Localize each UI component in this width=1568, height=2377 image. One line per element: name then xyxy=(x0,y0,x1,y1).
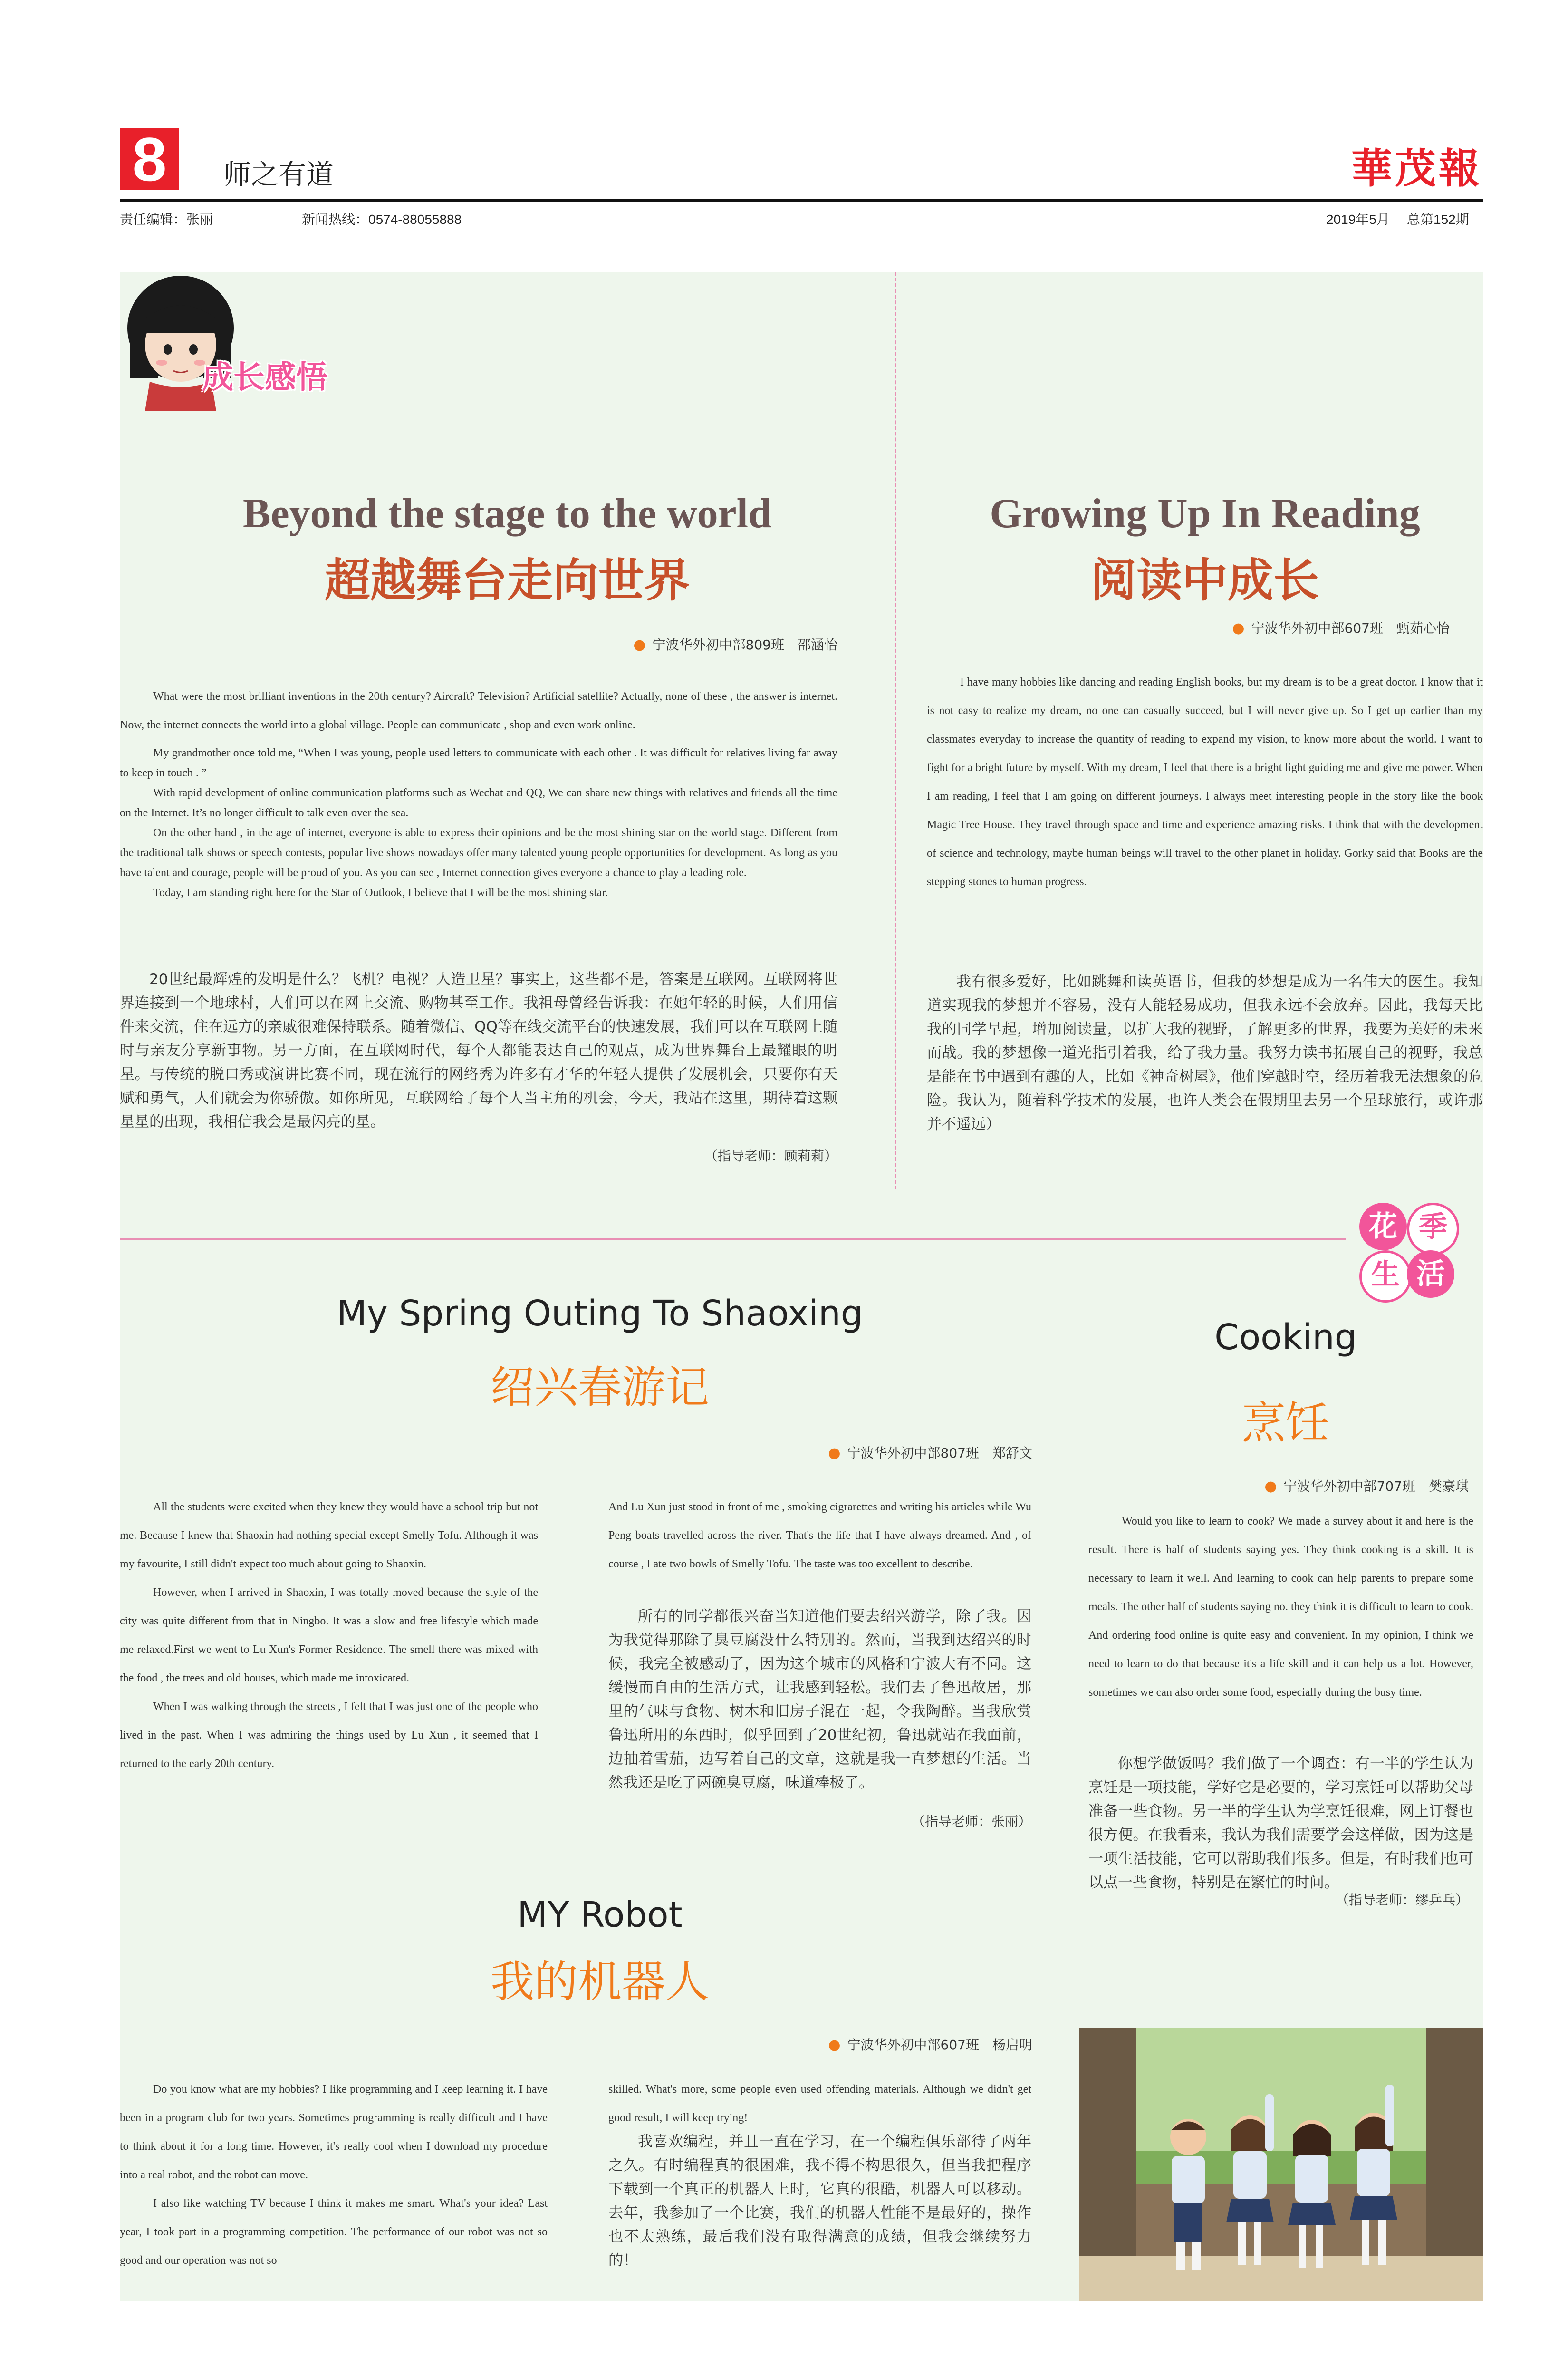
article1-para-1: What were the most brilliant inventions in the 20th century? Aircraft? Television? Artificial satellite? Actually, none of these , the answer is internet. Now, the internet connects the world into a global village. People can communicate , shop and even work online. xyxy=(120,690,837,731)
article2-title-en: Growing Up In Reading xyxy=(990,491,1420,537)
article3-col2-en xyxy=(608,1493,1031,1578)
article1-body-en xyxy=(120,682,837,903)
news-hotline: 新闻热线：0574-88055888 xyxy=(302,212,462,227)
article1-mentor: （指导老师：顾莉莉） xyxy=(704,1148,837,1164)
article1-title-zh: 超越舞台走向世界 xyxy=(325,554,690,607)
article1-byline-text: 宁波华外初中部809班 邵涵怡 xyxy=(652,637,837,653)
article3-para-1: All the students were excited when they knew they would have a school trip but not me. Because I knew that Shaoxin had nothing special except Smelly Tofu. Although it was my favourite, I still didn't expect too much about going to Shaoxin. xyxy=(120,1501,538,1570)
article2-para-en: I have many hobbies like dancing and reading English books, but my dream is to be a great doctor. I know that it is not easy to realize my dream, no one can casually succeed, but I will never give up. So I get up earlier than my classmates everyday to increase the quantity of reading to expand my vision, to know more about the world. I want to fight for a bright future by myself. With my dream, I feel that there is a bright light guiding me and give me power. When I am reading, I feel that I am going on different journeys. I always meet interesting people in the story like the book Magic Tree House. They travel through space and time and experience amazing risks. I think that with the development of science and technology, maybe human beings will travel to the other planet in holiday. Gorky said that Books are the stepping stones to human progress. xyxy=(927,676,1483,888)
article2-title-zh: 阅读中成长 xyxy=(1091,554,1319,607)
article3-para-4: And Lu Xun just stood in front of me , smoking cigrarettes and writing his articles while Wu Peng boats travelled across the river. That's the life that I have always dreamed. And , of course , I ate two bowls of Smelly Tofu. The taste was too excellent to describe. xyxy=(608,1501,1031,1570)
badge-char-4: 活 xyxy=(1407,1250,1454,1298)
article5-byline-text: 宁波华外初中部607班 杨启明 xyxy=(847,2037,1032,2053)
editor-credit: 责任编辑：张丽 xyxy=(120,212,213,227)
article1-para-4: On the other hand , in the age of internet, everyone is able to express their opinions and be the most shining star on the world stage. Different from the traditional talk shows or speech contests, popular live shows nowadays offer many talented young people opportunities for development. As long as you have talent and courage, people will be proud of you. As you can see , Internet connection gives everyone a chance to play a leading role. xyxy=(120,827,837,879)
article5-para-2: I also like watching TV because I think it makes me smart. What's your idea? Last year, I took part in a programming competition. The performance of our robot was not so good and our operation was not so xyxy=(120,2197,548,2267)
article4-byline-text: 宁波华外初中部707班 樊豪琪 xyxy=(1283,1478,1469,1494)
bullet-dot-icon: ● xyxy=(828,1445,841,1461)
article5-para-3: skilled. What's more, some people even used offending materials. Although we didn't get good result, I will keep trying! xyxy=(608,2083,1031,2124)
issue-number: 总第152期 xyxy=(1407,212,1469,227)
section-name: 师之有道 xyxy=(223,159,334,190)
badge-char-3: 生 xyxy=(1359,1250,1412,1303)
life-badge xyxy=(1359,1193,1469,1303)
article4-mentor: （指导老师：缪乒乓） xyxy=(1335,1892,1469,1908)
article2-body-zh: 我有很多爱好，比如跳舞和读英语书，但我的梦想是成为一名伟大的医生。我知道实现我的梦想并不容易，没有人能轻易成功，但我永远不会放弃。因此，我每天比我的同学早起，增加阅读量，以扩大我的视野，了解更多的世界，我要为美好的未来而战。我的梦想像一道光指引着我，给了我力量。我努力读书拓展自己的视野，我总是能在书中遇到有趣的人，比如《神奇树屋》，他们穿越时空，经历着我无法想象的危险。我认为，随着科学技术的发展，也许人类会在假期里去另一个星球旅行，或许那并不遥远） xyxy=(927,973,1483,1133)
students-photo xyxy=(1079,2028,1483,2301)
bullet-dot-icon: ● xyxy=(828,2037,841,2053)
article1-byline xyxy=(120,635,837,654)
badge-char-2: 季 xyxy=(1407,1203,1459,1255)
column-divider xyxy=(895,272,896,1189)
issue-date: 2019年5月 xyxy=(1326,212,1390,227)
article4-para-en: Would you like to learn to cook? We made a survey about it and here is the result. There is half of students saying yes. They think cooking is a skill. It is necessary to learn it well. And learning to cook can help parents to prepare some meals. The other half of students saying no. they think it is difficult to learn to cook. And ordering food online is quite easy and convenient. In my opinion, I think we need to learn to do that because it's a life skill and it can help us a lot. However, sometimes we can also order some food, especially during the busy time. xyxy=(1088,1515,1473,1699)
article5-col1-en xyxy=(120,2075,548,2275)
category-label-growth: 成长感悟 xyxy=(202,359,327,396)
bullet-dot-icon: ● xyxy=(1232,620,1245,637)
article3-title-en: My Spring Outing To Shaoxing xyxy=(337,1293,863,1334)
article3-byline xyxy=(120,1443,1032,1462)
header-rule xyxy=(120,199,1483,202)
article3-para-3: When I was walking through the streets , I felt that I was just one of the people who lived in the past. When I was admiring the things used by Lu Xun , it seemed that I returned to the early 20th century. xyxy=(120,1701,538,1770)
article2-body-en xyxy=(927,668,1483,896)
bullet-dot-icon: ● xyxy=(1264,1478,1277,1495)
article4-body-en xyxy=(1088,1507,1473,1707)
section-divider xyxy=(120,1238,1346,1240)
article4-title-en: Cooking xyxy=(1214,1317,1357,1358)
article1-title-en: Beyond the stage to the world xyxy=(242,491,772,537)
article3-para-2: However, when I arrived in Shaoxin, I was totally moved because the style of the city was quite different from that in Ningbo. It was a slow and free lifestyle which made me relaxed.First we went to Lu Xun's Former Residence. The smell there was mixed with the food , the trees and old houses, which made me intoxicated. xyxy=(120,1586,538,1684)
badge-char-1: 花 xyxy=(1359,1203,1407,1250)
article3-title-zh: 绍兴春游记 xyxy=(490,1362,709,1413)
article4-byline xyxy=(1088,1476,1469,1495)
article5-title-zh: 我的机器人 xyxy=(490,1956,709,2007)
article1-para-2: My grandmother once told me, “When I was young, people used letters to communicate with each other . It was difficult for relatives living far away to keep in touch . ” xyxy=(120,747,837,779)
article3-mentor: （指导老师：张丽） xyxy=(911,1814,1031,1829)
article2-byline xyxy=(927,618,1450,637)
article3-body-zh: 所有的同学都很兴奋当知道他们要去绍兴游学，除了我。因为我觉得那除了臭豆腐没什么特别的。然而，当我到达绍兴的时候，我完全被感动了，因为这个城市的风格和宁波大有不同。这缓慢而自由的生活方式，让我感到轻松。我们去了鲁迅故居，那里的气味与食物、树木和旧房子混在一起，令我陶醉。当我欣赏鲁迅所用的东西时，似乎回到了20世纪初，鲁迅就站在我面前，边抽着雪茄，边写着自己的文章，这就是我一直梦想的生活。当然我还是吃了两碗臭豆腐，味道棒极了。 xyxy=(608,1608,1031,1791)
article3-byline-text: 宁波华外初中部807班 郑舒文 xyxy=(847,1445,1032,1461)
bullet-dot-icon: ● xyxy=(633,637,646,653)
article5-body-zh: 我喜欢编程，并且一直在学习，在一个编程俱乐部待了两年之久。有时编程真的很困难，我不得不构思很久，但当我把程序下载到一个真正的机器人上时，它真的很酷，机器人可以移动。去年，我参加了一个比赛，我们的机器人性能不是最好的，操作也不太熟练，最后我们没有取得满意的成绩，但我会继续努力的！ xyxy=(608,2133,1031,2269)
article4-body-zh: 你想学做饭吗？我们做了一个调查：有一半的学生认为烹饪是一项技能，学好它是必要的，学习烹饪可以帮助父母准备一些食物。另一半的学生认为学烹饪很难，网上订餐也很方便。在我看来，我认为我们需要学会这样做，因为这是一项生活技能，它可以帮助我们很多。但是，有时我们也可以点一些食物，特别是在繁忙的时间。 xyxy=(1088,1755,1473,1891)
article5-byline xyxy=(120,2035,1032,2054)
article1-body-zh: 20世纪最辉煌的发明是什么？飞机？电视？人造卫星？事实上，这些都不是，答案是互联网。互联网将世界连接到一个地球村，人们可以在网上交流、购物甚至工作。我祖母曾经告诉我：在她年轻的时候，人们用信件来交流，住在远方的亲戚很难保持联系。随着微信、QQ等在线交流平台的快速发展，我们可以在互联网上随时与亲友分享新事物。另一方面，在互联网时代，每个人都能表达自己的观点，成为世界舞台上最耀眼的明星。与传统的脱口秀或演讲比赛不同，现在流行的网络秀为许多有才华的年轻人提供了发展机会，只要你有天赋和勇气，人们就会为你骄傲。如你所见，互联网给了每个人当主角的机会，今天，我站在这里，期待着这颗星星的出现，我相信我会是最闪亮的星。 xyxy=(120,971,837,1131)
article2-byline-text: 宁波华外初中部607班 甄茹心怡 xyxy=(1251,620,1450,636)
article3-col1-en xyxy=(120,1493,538,1778)
article5-para-1: Do you know what are my hobbies? I like programming and I keep learning it. I have been in a program club for two years. Sometimes programming is really difficult and I have to think about it for a long time. However, it's really cool when I download my procedure into a real robot, and the robot can move. xyxy=(120,2083,548,2181)
masthead-logo: 華茂報 xyxy=(1351,145,1482,193)
page-number: 8 xyxy=(120,128,179,190)
article1-para-3: With rapid development of online communication platforms such as Wechat and QQ, We can share new things with relatives and friends all the time on the Internet. It’s no longer difficult to talk even over the sea. xyxy=(120,787,837,819)
article5-col2-en xyxy=(608,2075,1031,2132)
article5-title-en: MY Robot xyxy=(517,1894,683,1935)
article1-para-5: Today, I am standing right here for the Star of Outlook, I believe that I will be the most shining star. xyxy=(153,887,608,899)
article4-title-zh: 烹饪 xyxy=(1241,1398,1329,1449)
